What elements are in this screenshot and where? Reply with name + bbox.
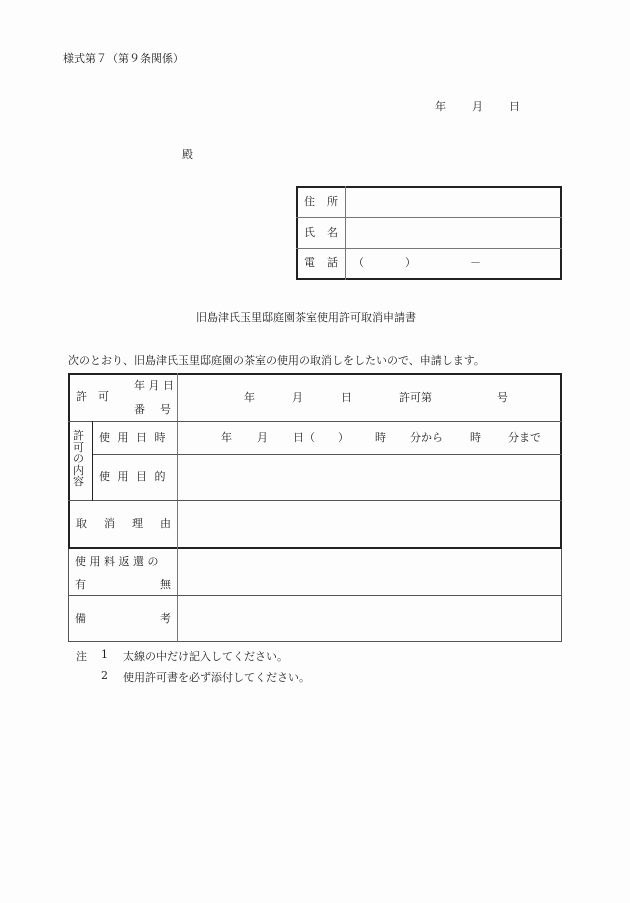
permit-month: 月 xyxy=(292,391,303,404)
address-field[interactable] xyxy=(347,188,559,217)
name-label-a: 氏 xyxy=(304,226,315,239)
usage-datetime-label: 使 用 日 時 xyxy=(99,431,166,444)
address-label-a: 住 xyxy=(304,195,315,208)
applicant-box xyxy=(296,186,562,280)
permit-year: 年 xyxy=(244,391,255,404)
form-number: 様式第７（第９条関係） xyxy=(63,52,184,65)
content-group-char: 許 xyxy=(73,429,84,442)
permit-day: 日 xyxy=(341,391,352,404)
usage-year: 年 xyxy=(221,431,232,444)
content-group-label xyxy=(73,430,87,488)
content-group-char: 容 xyxy=(73,475,84,488)
phone-label-a: 電 xyxy=(304,256,315,269)
permit-value-field[interactable] xyxy=(178,375,560,421)
refund-label-line2-b: 無 xyxy=(160,578,171,591)
cancel-reason-label-2: 消 xyxy=(104,517,115,530)
remarks-label-a: 備 xyxy=(75,612,86,625)
name-field[interactable] xyxy=(347,218,559,248)
note-1-text: 太線の中だけ記入してください。 xyxy=(123,650,288,663)
permit-label-left-a: 許 xyxy=(76,390,87,403)
date-day-label: 日 xyxy=(509,100,520,113)
application-table xyxy=(68,373,562,642)
usage-day-paren: 日（ xyxy=(293,431,315,444)
usage-datetime-field[interactable] xyxy=(178,422,560,454)
usage-hour-end: 時 xyxy=(470,431,481,444)
permit-label-bottom-b: 号 xyxy=(160,403,171,416)
date-month-label: 月 xyxy=(472,100,483,113)
addressee-suffix: 殿 xyxy=(182,148,193,161)
usage-from: 分から xyxy=(410,431,443,444)
phone-paren-close: ） xyxy=(405,256,416,269)
phone-field[interactable] xyxy=(347,249,559,278)
cancel-reason-field[interactable] xyxy=(178,501,560,547)
phone-label-b: 話 xyxy=(327,256,338,269)
cancel-reason-label-4: 由 xyxy=(160,517,171,530)
permit-number-prefix: 許可第 xyxy=(399,391,432,404)
intro-text: 次のとおり、旧島津氏玉里邸庭園の茶室の使用の取消しをしたいので、申請します。 xyxy=(68,354,485,367)
refund-label-line2-a: 有 xyxy=(75,578,86,591)
permit-label-left-b: 可 xyxy=(98,390,109,403)
remarks-field[interactable] xyxy=(178,596,560,641)
usage-paren-close: ） xyxy=(338,431,349,444)
remarks-label-b: 考 xyxy=(160,612,171,625)
content-group-char: の xyxy=(73,452,84,465)
note-2-text: 使用許可書を必ず添付してください。 xyxy=(123,671,310,684)
content-group-char: 内 xyxy=(73,463,84,477)
usage-purpose-field[interactable] xyxy=(178,455,560,500)
address-label-b: 所 xyxy=(327,195,338,208)
content-group-char: 可 xyxy=(73,440,84,454)
date-year-label: 年 xyxy=(435,100,446,113)
permit-number-suffix: 号 xyxy=(497,391,508,404)
refund-field[interactable] xyxy=(178,550,560,595)
usage-hour-start: 時 xyxy=(375,431,386,444)
document-title: 旧島津氏玉里邸庭園茶室使用許可取消申請書 xyxy=(196,311,416,324)
phone-dash: － xyxy=(470,256,481,269)
usage-until: 分まで xyxy=(508,431,541,444)
cancel-reason-label-3: 理 xyxy=(132,517,143,530)
usage-month: 月 xyxy=(257,431,268,444)
phone-paren-open: （ xyxy=(353,256,364,269)
cancel-reason-label-1: 取 xyxy=(76,517,87,530)
notes-prefix: 注 xyxy=(76,650,87,663)
note-2-number: 2 xyxy=(101,669,108,682)
name-label-b: 名 xyxy=(327,226,338,239)
permit-label-bottom-a: 番 xyxy=(134,403,145,416)
usage-purpose-label: 使 用 目 的 xyxy=(99,470,166,483)
note-1-number: 1 xyxy=(101,648,108,661)
permit-label-top: 年 月 日 xyxy=(134,379,174,392)
refund-label-line1: 使 用 料 返 還 の xyxy=(75,555,159,568)
